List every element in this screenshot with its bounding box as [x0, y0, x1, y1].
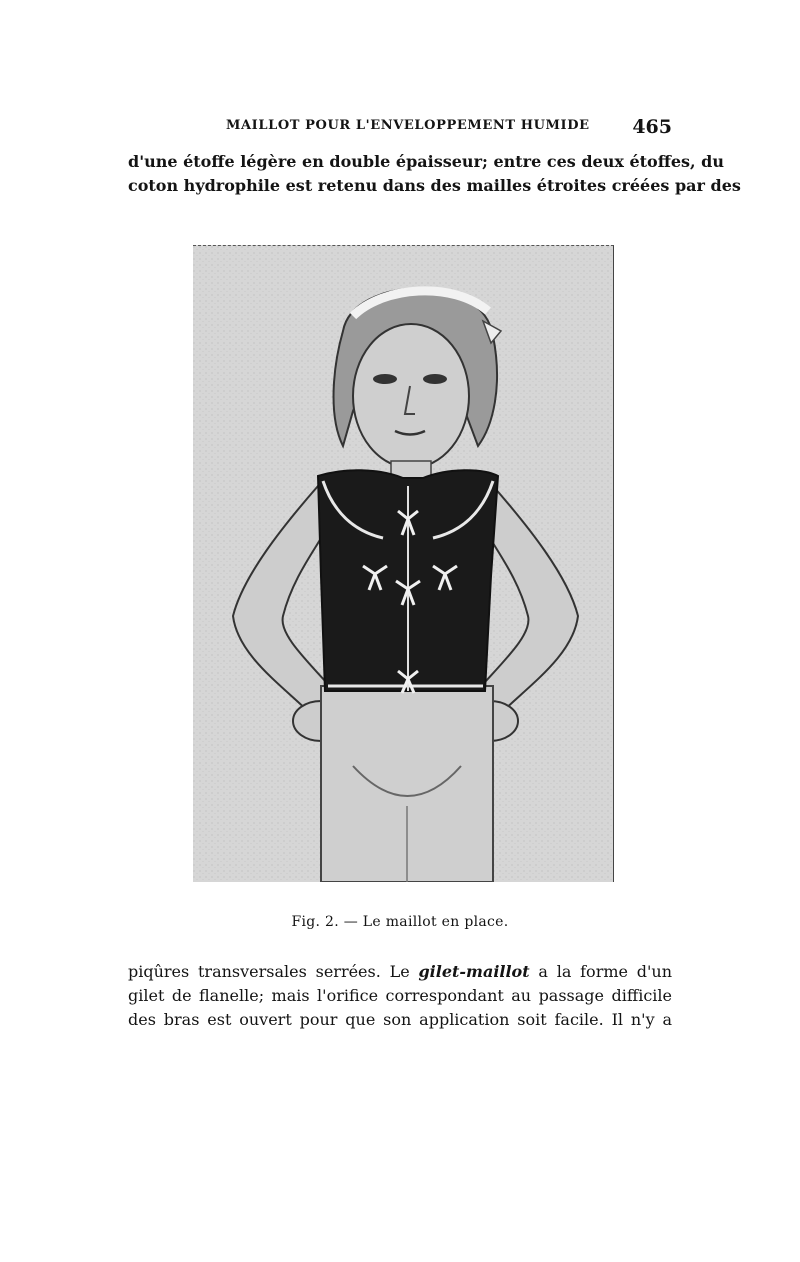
text-line: [128, 960, 672, 984]
illustration-girl-in-wet-wrap-vest: [193, 246, 613, 882]
text-segment: piqûres transversales serrées. Le: [128, 962, 419, 981]
running-head: [128, 116, 672, 140]
figure-illustration: [193, 245, 614, 882]
text-line: gilet de flanelle; mais l'orifice correspondant au passage difficile: [128, 986, 672, 1005]
paragraph-bottom: [128, 960, 672, 1032]
text-line: coton hydrophile est retenu dans des mailles étroites créées par des: [128, 176, 741, 195]
text-segment: a la forme d'un: [529, 962, 672, 981]
page-number: 465: [632, 116, 672, 138]
italic-term: gilet-maillot: [418, 962, 530, 981]
text-line: des bras est ouvert pour que son application soit facile. Il n'y a: [128, 1010, 672, 1029]
figure-caption: Fig. 2. — Le maillot en place.: [291, 914, 509, 930]
paragraph-top: [128, 150, 741, 198]
text-line: d'une étoffe légère en double épaisseur; entre ces deux étoffes, du: [128, 152, 724, 171]
running-title: MAILLOT POUR L'ENVELOPPEMENT HUMIDE: [226, 118, 590, 133]
